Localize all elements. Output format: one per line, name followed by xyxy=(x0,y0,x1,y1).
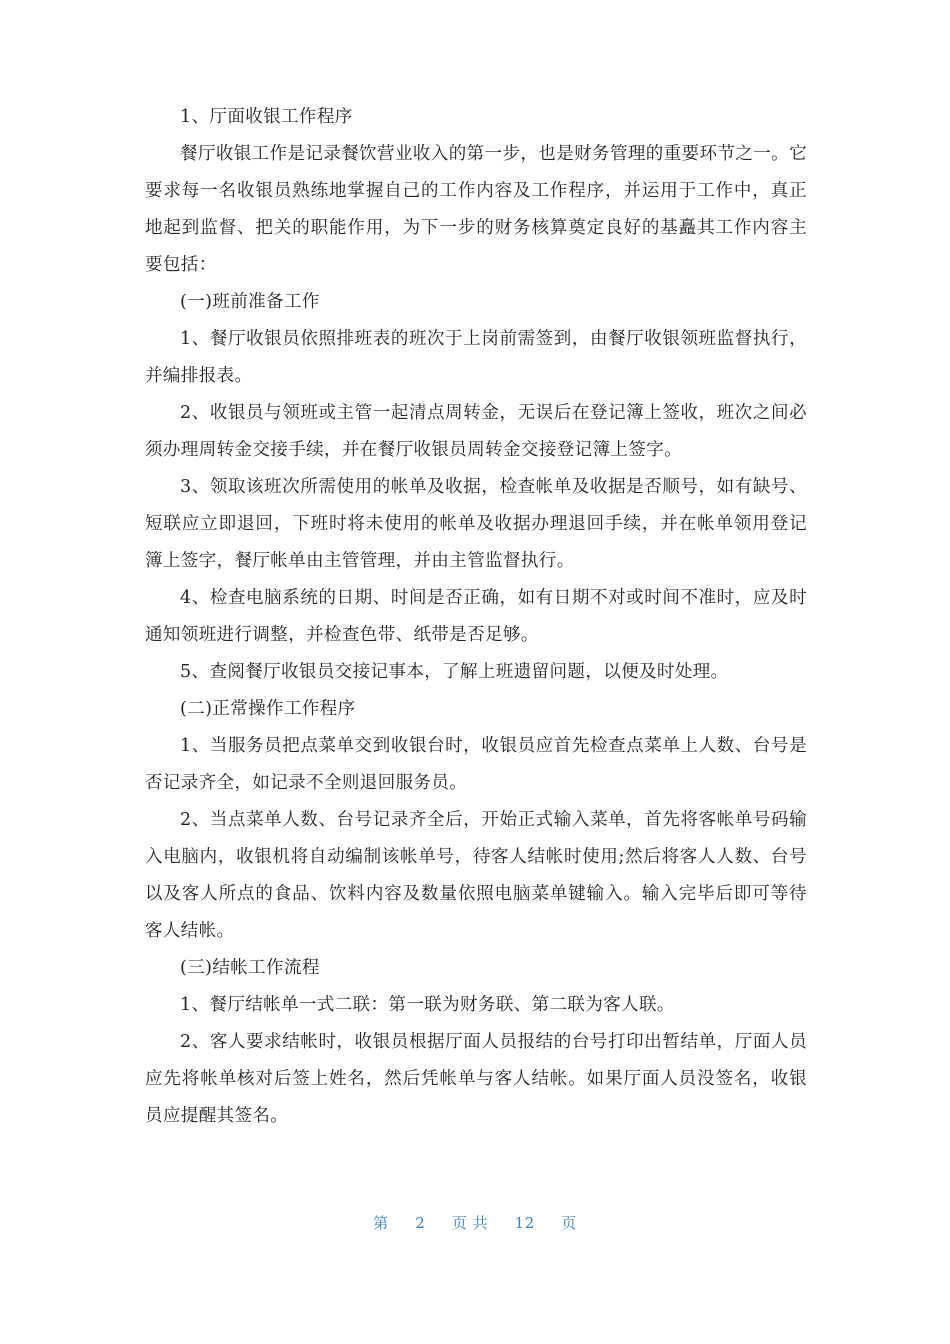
paragraph: 2、收银员与领班或主管一起清点周转金，无误后在登记簿上签收，班次之间必须办理周转金交接手续，并在餐厅收银员周转金交接登记簿上签字。 xyxy=(145,403,807,460)
document-body xyxy=(145,99,807,1135)
subsection-heading: (一)班前准备工作 xyxy=(180,292,320,312)
current-page-number: 2 xyxy=(415,1214,426,1232)
subsection-heading: (三)结帐工作流程 xyxy=(180,958,320,978)
total-page-count: 12 xyxy=(514,1214,535,1232)
paragraph: 2、客人要求结帐时，收银员根据厅面人员报结的台号打印出暂结单，厅面人员应先将帐单核对后签上姓名，然后凭帐单与客人结帐。如果厅面人员没签名，收银员应提醒其签名。 xyxy=(145,1032,807,1126)
footer-suffix: 页 xyxy=(561,1214,577,1232)
paragraph: 3、领取该班次所需使用的帐单及收据，检查帐单及收据是否顺号，如有缺号、短联应立即退回，下班时将未使用的帐单及收据办理退回手续，并在帐单领用登记簿上签字，餐厅帐单由主管管理，并由主管监督执行。 xyxy=(145,477,807,571)
footer-prefix: 第 xyxy=(373,1214,389,1232)
paragraph: 1、餐厅收银员依照排班表的班次于上岗前需签到，由餐厅收银领班监督执行，并编排报表。 xyxy=(145,329,807,386)
footer-middle: 页 共 xyxy=(451,1214,489,1232)
paragraph: 1、餐厅结帐单一式二联：第一联为财务联、第二联为客人联。 xyxy=(180,995,675,1015)
section-heading: 1、厅面收银工作程序 xyxy=(180,107,353,127)
intro-paragraph: 餐厅收银工作是记录餐饮营业收入的第一步，也是财务管理的重要环节之一。它要求每一名收银员熟练地掌握自己的工作内容及工作程序，并运用于工作中，真正地起到监督、把关的职能作用，为下一步的财务核算奠定良好的基矗其工作内容主要包括： xyxy=(145,144,807,275)
paragraph: 5、查阅餐厅收银员交接记事本，了解上班遗留问题，以便及时处理。 xyxy=(180,662,729,682)
paragraph: 4、检查电脑系统的日期、时间是否正确，如有日期不对或时间不准时，应及时通知领班进行调整，并检查色带、纸带是否足够。 xyxy=(145,588,807,645)
paragraph: 2、当点菜单人数、台号记录齐全后，开始正式输入菜单，首先将客帐单号码输入电脑内，收银机将自动编制该帐单号，待客人结帐时使用;然后将客人人数、台号以及客人所点的食品、饮料内容及数量依照电脑菜单键输入。输入完毕后即可等待客人结帐。 xyxy=(145,810,807,941)
paragraph: 1、当服务员把点菜单交到收银台时，收银员应首先检查点菜单上人数、台号是否记录齐全，如记录不全则退回服务员。 xyxy=(145,736,807,793)
subsection-heading: (二)正常操作工作程序 xyxy=(180,699,356,719)
page-footer xyxy=(0,1212,950,1233)
